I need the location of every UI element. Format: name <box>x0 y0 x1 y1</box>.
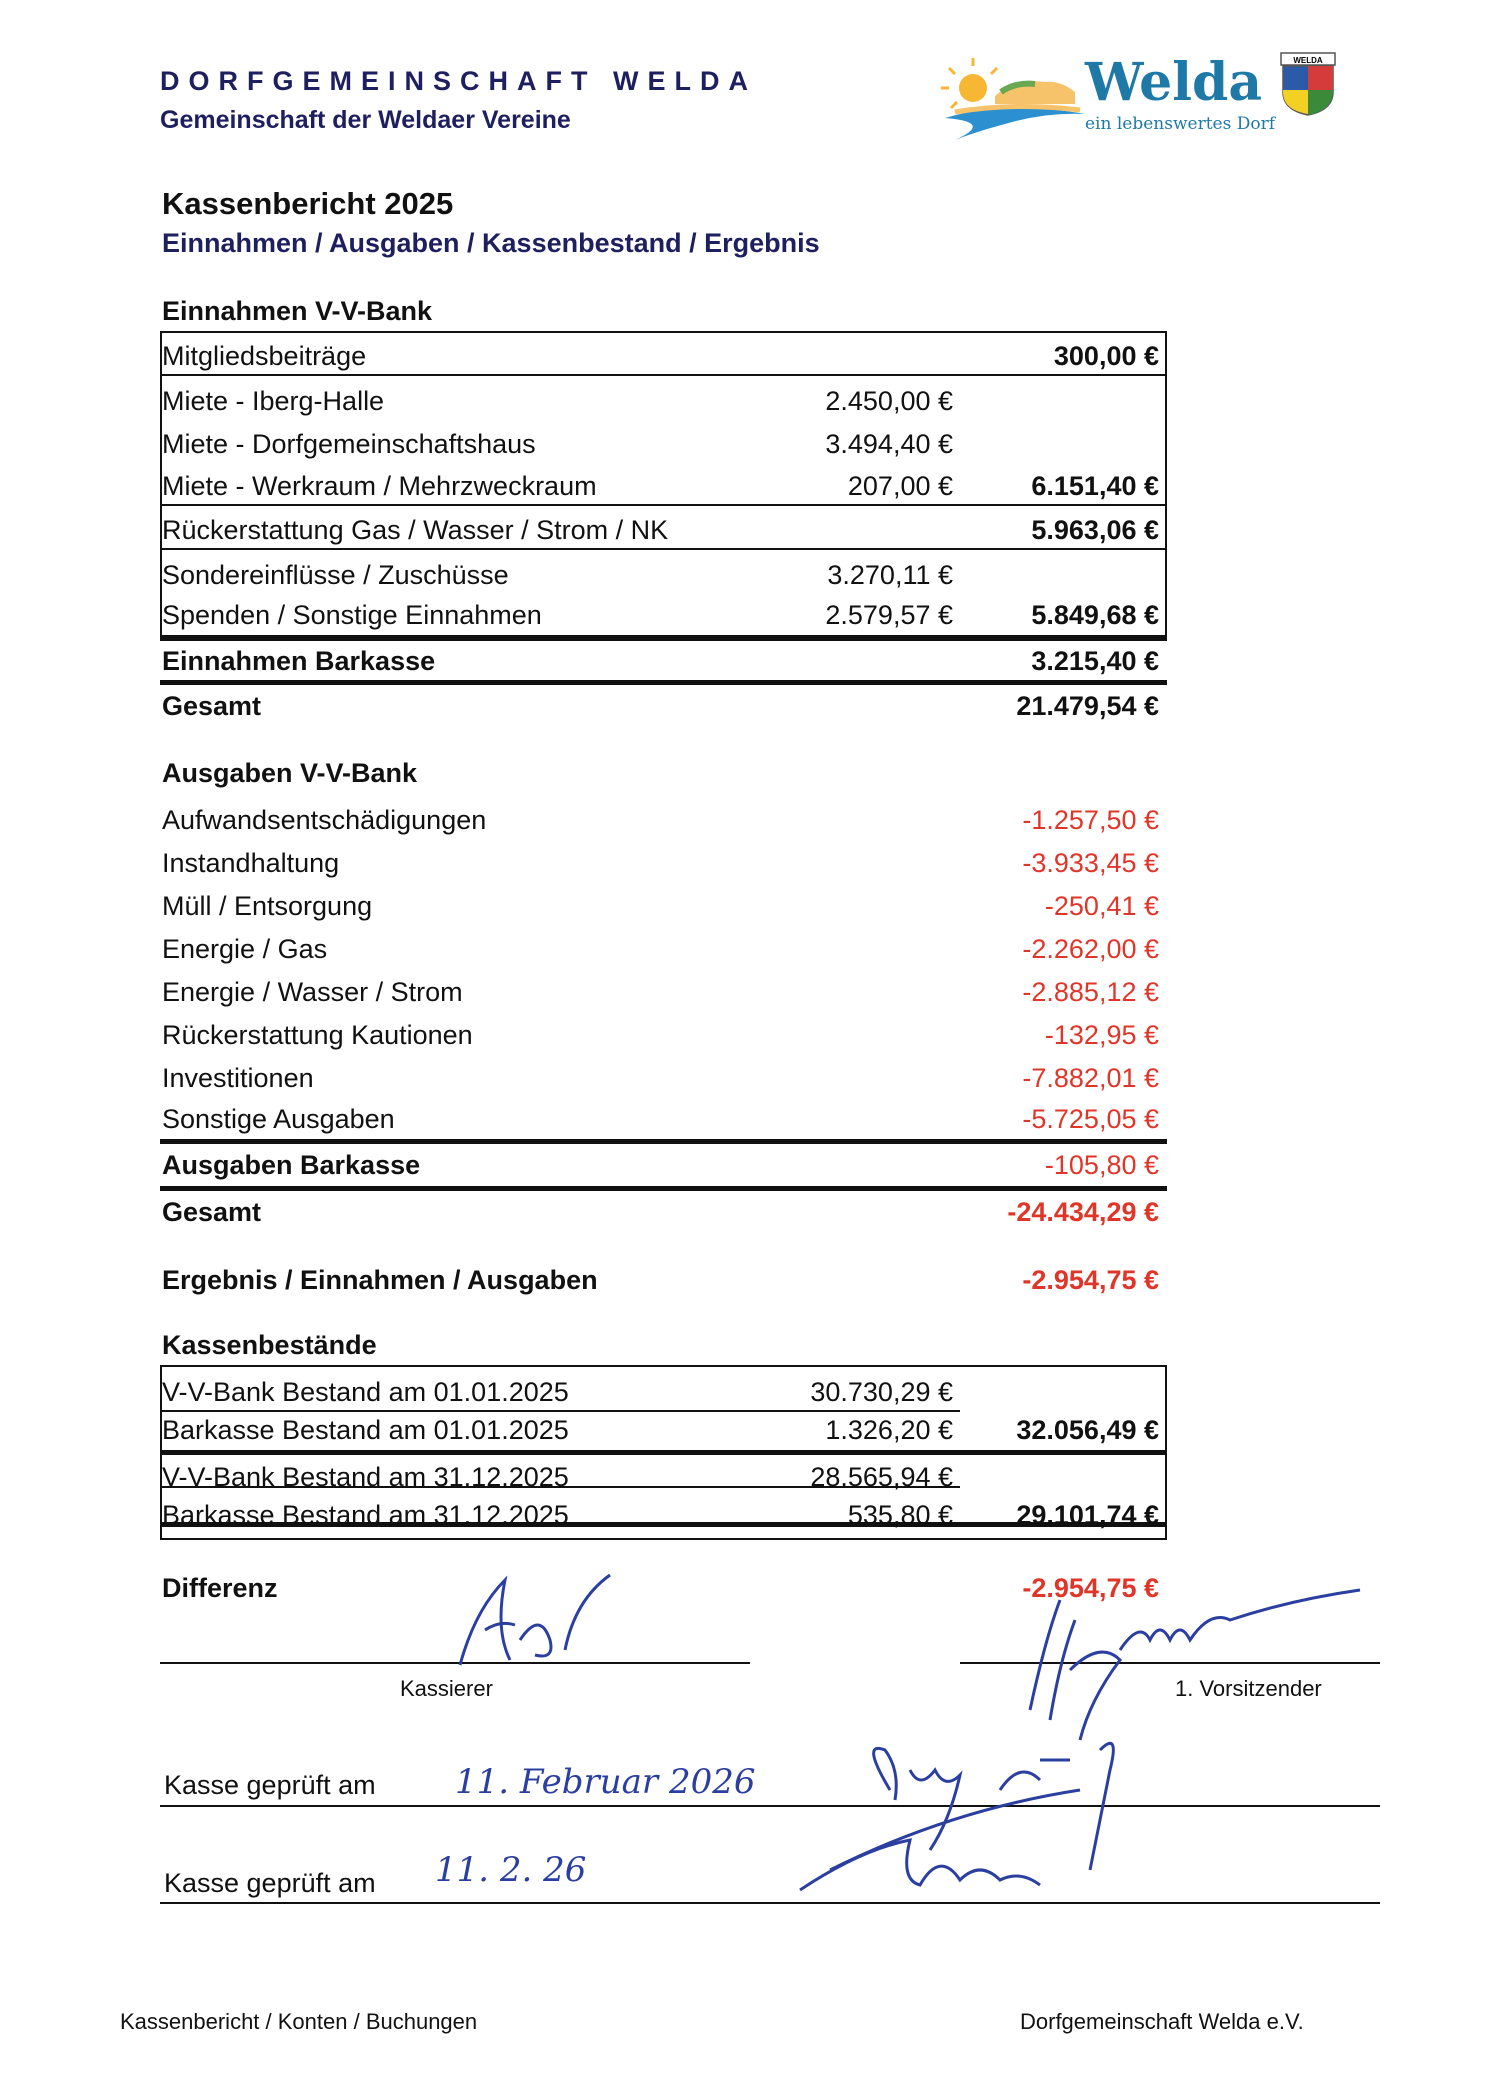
income-total-row <box>160 686 1165 726</box>
row-total: 5.963,06 € <box>1031 515 1159 545</box>
expense-row <box>160 929 1165 969</box>
row-total: 6.151,40 € <box>1031 471 1159 501</box>
expense-row <box>160 1099 1165 1139</box>
row-label: Energie / Gas <box>162 934 328 964</box>
row-total: -3.933,45 € <box>1022 848 1159 878</box>
balances-heading: Kassenbestände <box>162 1330 377 1360</box>
row-amount: 30.730,29 € <box>810 1377 953 1407</box>
row-total: -2.262,00 € <box>1022 934 1159 964</box>
row-label: V-V-Bank Bestand am 01.01.2025 <box>162 1377 569 1407</box>
row-total: -2.885,12 € <box>1022 977 1159 1007</box>
footer-left: Kassenbericht / Konten / Buchungen <box>120 2009 478 2034</box>
row-label: Einnahmen Barkasse <box>162 646 436 676</box>
audit-line-2 <box>160 1902 1380 1904</box>
row-total: 21.479,54 € <box>1016 691 1159 721</box>
income-row <box>160 510 1165 550</box>
row-label: Instandhaltung <box>162 848 340 878</box>
row-label: V-V-Bank Bestand am 31.12.2025 <box>162 1462 569 1492</box>
report-subtitle: Einnahmen / Ausgaben / Kassenbestand / Ergebnis <box>162 228 820 258</box>
row-total: 300,00 € <box>1053 341 1159 371</box>
organization-subtitle: Gemeinschaft der Weldaer Vereine <box>160 106 571 134</box>
row-label: Aufwandsentschädigungen <box>162 805 487 835</box>
income-row <box>160 595 1165 635</box>
row-total: -7.882,01 € <box>1022 1063 1159 1093</box>
income-row <box>160 424 1165 464</box>
row-total: 3.215,40 € <box>1031 646 1159 676</box>
row-label: Mitgliedsbeiträge <box>162 341 367 371</box>
chair-signature <box>990 1580 1370 1750</box>
row-label: Barkasse Bestand am 01.01.2025 <box>162 1415 569 1445</box>
divider <box>160 1139 1167 1144</box>
row-label: Sonstige Ausgaben <box>162 1104 395 1134</box>
result-label: Ergebnis / Einnahmen / Ausgaben <box>162 1265 598 1295</box>
difference-value: -2.954,75 € <box>1022 1573 1159 1603</box>
expenses-heading: Ausgaben V-V-Bank <box>162 758 418 788</box>
row-total: 29.101,74 € <box>1016 1500 1159 1530</box>
audit-label-2: Kasse geprüft am <box>164 1868 376 1898</box>
row-label: Miete - Werkraum / Mehrzweckraum <box>162 471 597 501</box>
row-label: Barkasse Bestand am 31.12.2025 <box>162 1500 569 1530</box>
row-label: Müll / Entsorgung <box>162 891 373 921</box>
coat-of-arms-icon <box>1280 52 1336 116</box>
expense-cash-row <box>160 1145 1165 1185</box>
row-amount: 1.326,20 € <box>825 1415 953 1445</box>
income-heading: Einnahmen V-V-Bank <box>162 296 433 326</box>
sun-landscape-icon <box>935 52 1085 142</box>
row-label: Miete - Dorfgemeinschaftshaus <box>162 429 536 459</box>
balance-row <box>160 1495 1165 1535</box>
row-total: -5.725,05 € <box>1022 1104 1159 1134</box>
row-label: Gesamt <box>162 1197 262 1227</box>
audit-date-2: 11. 2. 26 <box>435 1850 587 1890</box>
organization-name: DORFGEMEINSCHAFT WELDA <box>160 66 757 96</box>
income-row <box>160 336 1165 376</box>
row-total: -132,95 € <box>1044 1020 1159 1050</box>
row-label: Investitionen <box>162 1063 314 1093</box>
result-value: -2.954,75 € <box>1022 1265 1159 1295</box>
expense-row <box>160 1058 1165 1098</box>
row-total: 5.849,68 € <box>1031 600 1159 630</box>
row-amount: 28.565,94 € <box>810 1462 953 1492</box>
income-row <box>160 381 1165 421</box>
row-amount: 2.579,57 € <box>825 600 953 630</box>
row-label: Sondereinflüsse / Zuschüsse <box>162 560 509 590</box>
audit-label-1: Kasse geprüft am <box>164 1770 376 1800</box>
row-amount: 3.494,40 € <box>825 429 953 459</box>
row-total: -105,80 € <box>1044 1150 1159 1180</box>
crest-label: WELDA <box>1293 56 1323 65</box>
row-label: Rückerstattung Kautionen <box>162 1020 473 1050</box>
logo-wordmark: Welda <box>1085 52 1263 113</box>
expense-row <box>160 843 1165 883</box>
welda-logo <box>935 52 1335 142</box>
row-total: -1.257,50 € <box>1022 805 1159 835</box>
footer-right: Dorfgemeinschaft Welda e.V. <box>1020 2009 1304 2034</box>
income-cash-row <box>160 641 1165 681</box>
row-amount: 3.270,11 € <box>827 560 953 590</box>
row-label: Miete - Iberg-Halle <box>162 386 385 416</box>
income-row <box>160 466 1165 506</box>
logo-tagline: ein lebenswertes Dorf <box>1085 114 1276 134</box>
divider <box>160 1186 1167 1191</box>
row-total: -24.434,29 € <box>1007 1197 1159 1227</box>
expense-row <box>160 1015 1165 1055</box>
cashier-signature <box>440 1570 630 1670</box>
expense-total-row <box>160 1192 1165 1232</box>
auditor-signatures <box>800 1730 1320 1900</box>
row-label: Rückerstattung Gas / Wasser / Strom / NK <box>162 515 669 545</box>
chair-label: 1. Vorsitzender <box>1175 1676 1322 1701</box>
result-row <box>160 1260 1165 1300</box>
balance-row <box>160 1457 1165 1497</box>
expense-row <box>160 972 1165 1012</box>
row-label: Energie / Wasser / Strom <box>162 977 463 1007</box>
audit-date-1: 11. Februar 2026 <box>455 1762 756 1802</box>
income-row <box>160 555 1165 595</box>
balance-row <box>160 1372 1165 1412</box>
report-title: Kassenbericht 2025 <box>162 186 454 221</box>
row-amount: 207,00 € <box>847 471 953 501</box>
expense-row <box>160 886 1165 926</box>
divider <box>160 1450 1167 1455</box>
row-label: Gesamt <box>162 691 262 721</box>
row-label: Spenden / Sonstige Einnahmen <box>162 600 542 630</box>
row-total: 32.056,49 € <box>1016 1415 1159 1445</box>
row-label: Ausgaben Barkasse <box>162 1150 421 1180</box>
row-total: -250,41 € <box>1044 891 1159 921</box>
row-amount: 2.450,00 € <box>825 386 953 416</box>
expense-row <box>160 800 1165 840</box>
row-amount: 535,80 € <box>847 1500 953 1530</box>
balance-row <box>160 1410 1165 1450</box>
cashier-label: Kassierer <box>400 1676 493 1701</box>
difference-label: Differenz <box>162 1573 278 1603</box>
